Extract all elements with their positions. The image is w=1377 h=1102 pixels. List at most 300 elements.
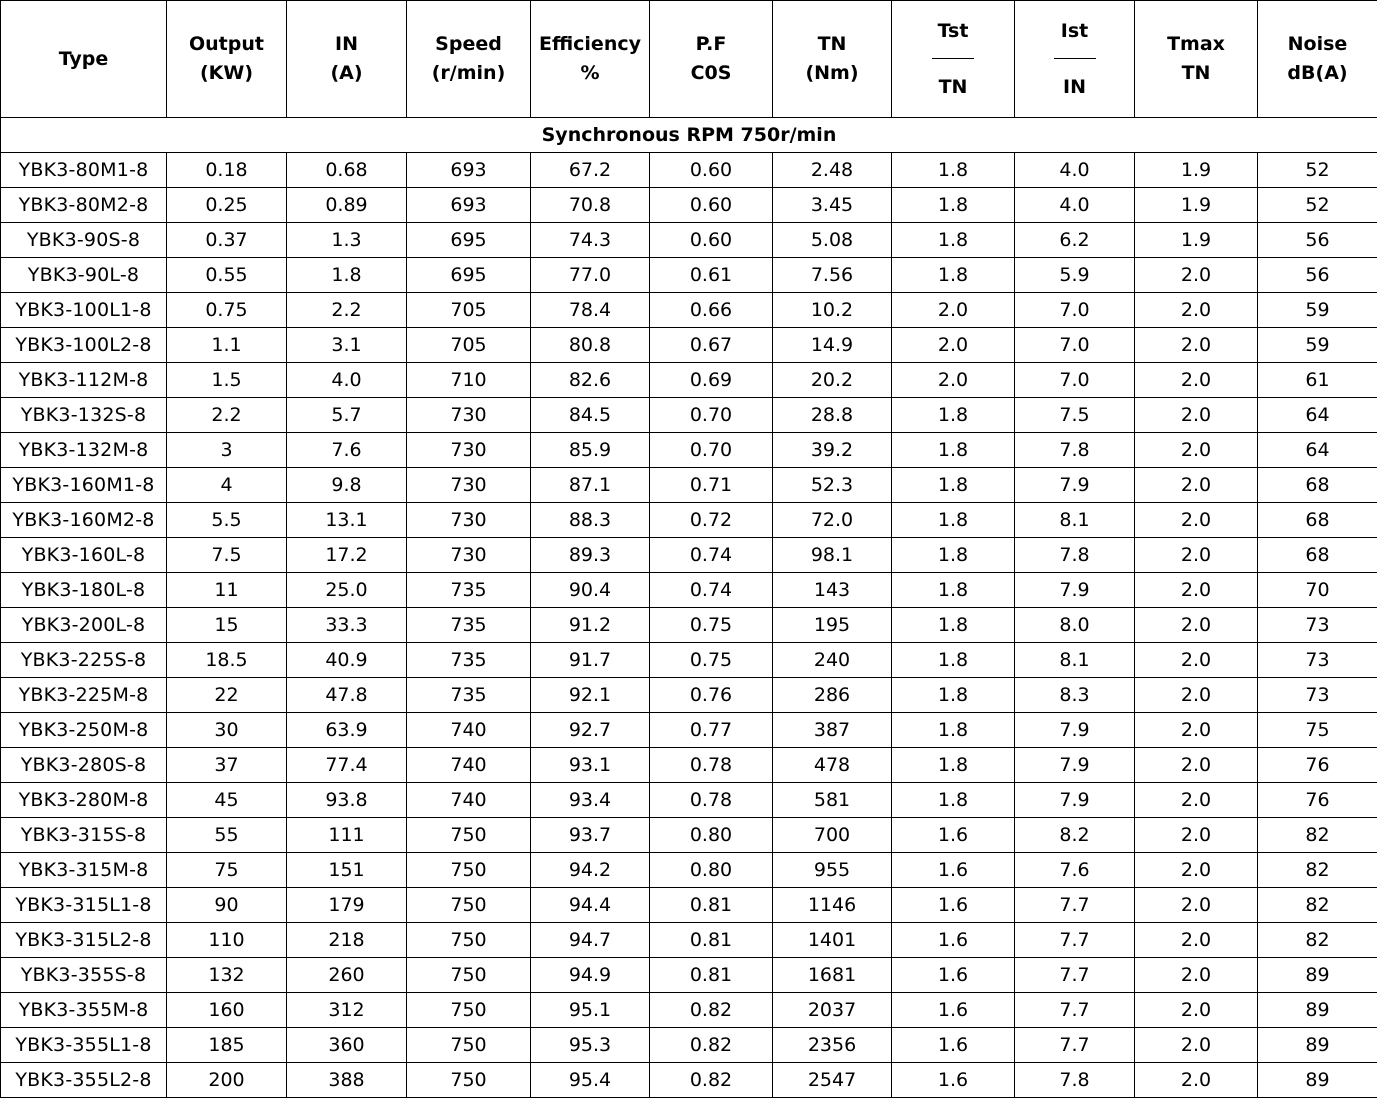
cell-type: YBK3-160L-8 <box>1 538 167 573</box>
cell-efficiency: 70.8 <box>531 188 650 223</box>
cell-noise: 64 <box>1258 433 1377 468</box>
cell-noise: 52 <box>1258 188 1377 223</box>
cell-tst-tn: 1.8 <box>892 468 1015 503</box>
cell-tn: 5.08 <box>773 223 892 258</box>
cell-tst-tn: 1.8 <box>892 783 1015 818</box>
cell-efficiency: 67.2 <box>531 153 650 188</box>
cell-tst-tn: 1.8 <box>892 153 1015 188</box>
cell-in: 9.8 <box>287 468 407 503</box>
cell-tst-tn: 1.8 <box>892 223 1015 258</box>
cell-efficiency: 84.5 <box>531 398 650 433</box>
cell-pf: 0.81 <box>650 923 773 958</box>
cell-speed: 750 <box>407 853 531 888</box>
cell-ist-in: 8.2 <box>1015 818 1135 853</box>
cell-speed: 710 <box>407 363 531 398</box>
fraction-bar <box>932 58 974 59</box>
cell-noise: 73 <box>1258 608 1377 643</box>
cell-tmax-tn: 1.9 <box>1135 153 1258 188</box>
cell-tmax-tn: 2.0 <box>1135 503 1258 538</box>
cell-ist-in: 7.9 <box>1015 783 1135 818</box>
cell-pf: 0.75 <box>650 643 773 678</box>
cell-tmax-tn: 2.0 <box>1135 678 1258 713</box>
cell-in: 13.1 <box>287 503 407 538</box>
table-row <box>1 783 1377 818</box>
cell-efficiency: 93.1 <box>531 748 650 783</box>
cell-noise: 59 <box>1258 328 1377 363</box>
cell-efficiency: 85.9 <box>531 433 650 468</box>
cell-tn: 700 <box>773 818 892 853</box>
cell-tst-tn: 1.6 <box>892 958 1015 993</box>
cell-type: YBK3-280M-8 <box>1 783 167 818</box>
cell-noise: 82 <box>1258 888 1377 923</box>
cell-tmax-tn: 2.0 <box>1135 363 1258 398</box>
cell-efficiency: 92.7 <box>531 713 650 748</box>
header-efficiency <box>531 1 650 118</box>
cell-tn: 52.3 <box>773 468 892 503</box>
cell-tmax-tn: 2.0 <box>1135 643 1258 678</box>
cell-pf: 0.78 <box>650 783 773 818</box>
cell-type: YBK3-200L-8 <box>1 608 167 643</box>
cell-output: 3 <box>167 433 287 468</box>
cell-tn: 98.1 <box>773 538 892 573</box>
cell-in: 47.8 <box>287 678 407 713</box>
cell-tmax-tn: 2.0 <box>1135 608 1258 643</box>
cell-in: 1.3 <box>287 223 407 258</box>
cell-speed: 735 <box>407 573 531 608</box>
cell-tn: 955 <box>773 853 892 888</box>
cell-pf: 0.74 <box>650 573 773 608</box>
cell-pf: 0.82 <box>650 1028 773 1063</box>
cell-pf: 0.60 <box>650 223 773 258</box>
cell-ist-in: 7.5 <box>1015 398 1135 433</box>
cell-tst-tn: 1.6 <box>892 993 1015 1028</box>
cell-type: YBK3-250M-8 <box>1 713 167 748</box>
cell-speed: 750 <box>407 1063 531 1098</box>
cell-output: 110 <box>167 923 287 958</box>
cell-tmax-tn: 1.9 <box>1135 188 1258 223</box>
table-row <box>1 223 1377 258</box>
cell-ist-in: 7.9 <box>1015 748 1135 783</box>
cell-type: YBK3-355M-8 <box>1 993 167 1028</box>
cell-in: 63.9 <box>287 713 407 748</box>
cell-noise: 68 <box>1258 468 1377 503</box>
header-speed <box>407 1 531 118</box>
header-efficiency-label: Efficiency <box>538 33 641 55</box>
table-row <box>1 888 1377 923</box>
cell-tst-tn: 1.8 <box>892 748 1015 783</box>
header-pf <box>650 1 773 118</box>
cell-tmax-tn: 2.0 <box>1135 468 1258 503</box>
cell-pf: 0.81 <box>650 888 773 923</box>
header-output-label: Output <box>189 33 264 55</box>
cell-efficiency: 94.4 <box>531 888 650 923</box>
cell-speed: 750 <box>407 993 531 1028</box>
header-tst-numerator: Tst <box>937 19 969 42</box>
cell-tmax-tn: 2.0 <box>1135 1063 1258 1098</box>
cell-in: 0.89 <box>287 188 407 223</box>
cell-pf: 0.76 <box>650 678 773 713</box>
cell-tmax-tn: 2.0 <box>1135 713 1258 748</box>
cell-tmax-tn: 2.0 <box>1135 258 1258 293</box>
header-tst-denominator: TN <box>938 75 968 98</box>
cell-in: 1.8 <box>287 258 407 293</box>
cell-tn: 2037 <box>773 993 892 1028</box>
cell-pf: 0.81 <box>650 958 773 993</box>
cell-speed: 735 <box>407 643 531 678</box>
table-row <box>1 258 1377 293</box>
cell-output: 90 <box>167 888 287 923</box>
cell-speed: 750 <box>407 923 531 958</box>
cell-speed: 730 <box>407 398 531 433</box>
cell-tn: 1401 <box>773 923 892 958</box>
cell-type: YBK3-315M-8 <box>1 853 167 888</box>
cell-in: 0.68 <box>287 153 407 188</box>
cell-noise: 59 <box>1258 293 1377 328</box>
cell-noise: 56 <box>1258 223 1377 258</box>
cell-efficiency: 88.3 <box>531 503 650 538</box>
cell-tn: 143 <box>773 573 892 608</box>
cell-tmax-tn: 2.0 <box>1135 923 1258 958</box>
cell-noise: 76 <box>1258 748 1377 783</box>
header-tst-tn <box>892 1 1015 118</box>
header-tmax-denominator: TN <box>1181 62 1211 84</box>
cell-type: YBK3-315L2-8 <box>1 923 167 958</box>
table-row <box>1 608 1377 643</box>
header-in <box>287 1 407 118</box>
cell-tst-tn: 1.8 <box>892 713 1015 748</box>
cell-pf: 0.82 <box>650 1063 773 1098</box>
cell-tst-tn: 1.8 <box>892 678 1015 713</box>
cell-ist-in: 6.2 <box>1015 223 1135 258</box>
cell-ist-in: 5.9 <box>1015 258 1135 293</box>
table-row <box>1 293 1377 328</box>
cell-ist-in: 8.1 <box>1015 503 1135 538</box>
cell-noise: 76 <box>1258 783 1377 818</box>
cell-tmax-tn: 2.0 <box>1135 783 1258 818</box>
cell-efficiency: 94.2 <box>531 853 650 888</box>
cell-output: 185 <box>167 1028 287 1063</box>
cell-tst-tn: 1.6 <box>892 923 1015 958</box>
cell-in: 2.2 <box>287 293 407 328</box>
cell-output: 2.2 <box>167 398 287 433</box>
header-tn-unit: (Nm) <box>805 62 859 84</box>
cell-pf: 0.80 <box>650 853 773 888</box>
table-row <box>1 958 1377 993</box>
cell-ist-in: 7.7 <box>1015 993 1135 1028</box>
cell-speed: 705 <box>407 328 531 363</box>
cell-in: 218 <box>287 923 407 958</box>
cell-speed: 693 <box>407 188 531 223</box>
cell-ist-in: 7.8 <box>1015 433 1135 468</box>
cell-tn: 478 <box>773 748 892 783</box>
cell-tmax-tn: 2.0 <box>1135 748 1258 783</box>
cell-tn: 7.56 <box>773 258 892 293</box>
cell-efficiency: 95.1 <box>531 993 650 1028</box>
cell-tmax-tn: 2.0 <box>1135 888 1258 923</box>
cell-noise: 61 <box>1258 363 1377 398</box>
cell-in: 5.7 <box>287 398 407 433</box>
cell-tn: 20.2 <box>773 363 892 398</box>
cell-tn: 72.0 <box>773 503 892 538</box>
cell-type: YBK3-80M1-8 <box>1 153 167 188</box>
cell-efficiency: 92.1 <box>531 678 650 713</box>
cell-in: 260 <box>287 958 407 993</box>
cell-type: YBK3-355L2-8 <box>1 1063 167 1098</box>
cell-tst-tn: 2.0 <box>892 293 1015 328</box>
cell-type: YBK3-132S-8 <box>1 398 167 433</box>
cell-ist-in: 7.7 <box>1015 923 1135 958</box>
cell-in: 17.2 <box>287 538 407 573</box>
cell-tmax-tn: 2.0 <box>1135 328 1258 363</box>
cell-tmax-tn: 2.0 <box>1135 573 1258 608</box>
cell-speed: 695 <box>407 258 531 293</box>
cell-type: YBK3-90S-8 <box>1 223 167 258</box>
cell-type: YBK3-355L1-8 <box>1 1028 167 1063</box>
cell-type: YBK3-280S-8 <box>1 748 167 783</box>
table-row <box>1 1063 1377 1098</box>
cell-tst-tn: 2.0 <box>892 363 1015 398</box>
table-row <box>1 398 1377 433</box>
cell-pf: 0.75 <box>650 608 773 643</box>
cell-tn: 2356 <box>773 1028 892 1063</box>
cell-tn: 1146 <box>773 888 892 923</box>
cell-tn: 195 <box>773 608 892 643</box>
cell-in: 312 <box>287 993 407 1028</box>
cell-output: 160 <box>167 993 287 1028</box>
section-title: Synchronous RPM 750r/min <box>1 118 1377 153</box>
cell-efficiency: 95.3 <box>531 1028 650 1063</box>
cell-ist-in: 7.9 <box>1015 468 1135 503</box>
cell-efficiency: 74.3 <box>531 223 650 258</box>
cell-efficiency: 93.4 <box>531 783 650 818</box>
cell-noise: 89 <box>1258 1063 1377 1098</box>
cell-speed: 750 <box>407 958 531 993</box>
cell-ist-in: 7.0 <box>1015 293 1135 328</box>
cell-efficiency: 94.9 <box>531 958 650 993</box>
cell-efficiency: 95.4 <box>531 1063 650 1098</box>
cell-efficiency: 77.0 <box>531 258 650 293</box>
cell-tst-tn: 1.8 <box>892 573 1015 608</box>
cell-tmax-tn: 2.0 <box>1135 818 1258 853</box>
table-row <box>1 923 1377 958</box>
cell-output: 0.25 <box>167 188 287 223</box>
cell-speed: 730 <box>407 468 531 503</box>
cell-type: YBK3-225M-8 <box>1 678 167 713</box>
cell-pf: 0.66 <box>650 293 773 328</box>
cell-noise: 89 <box>1258 958 1377 993</box>
cell-type: YBK3-160M1-8 <box>1 468 167 503</box>
cell-type: YBK3-100L1-8 <box>1 293 167 328</box>
cell-type: YBK3-355S-8 <box>1 958 167 993</box>
cell-tst-tn: 1.6 <box>892 888 1015 923</box>
cell-noise: 68 <box>1258 503 1377 538</box>
cell-tn: 581 <box>773 783 892 818</box>
cell-tst-tn: 1.8 <box>892 643 1015 678</box>
section-row <box>1 118 1377 153</box>
cell-output: 0.75 <box>167 293 287 328</box>
cell-tst-tn: 1.8 <box>892 608 1015 643</box>
cell-noise: 89 <box>1258 1028 1377 1063</box>
header-in-label: IN <box>335 33 358 55</box>
table-row <box>1 328 1377 363</box>
cell-tst-tn: 1.8 <box>892 433 1015 468</box>
cell-in: 151 <box>287 853 407 888</box>
header-noise <box>1258 1 1377 118</box>
cell-in: 388 <box>287 1063 407 1098</box>
cell-noise: 75 <box>1258 713 1377 748</box>
cell-in: 93.8 <box>287 783 407 818</box>
header-tn <box>773 1 892 118</box>
cell-tst-tn: 1.8 <box>892 188 1015 223</box>
cell-in: 111 <box>287 818 407 853</box>
table-body <box>1 118 1377 1098</box>
cell-tn: 28.8 <box>773 398 892 433</box>
cell-ist-in: 7.7 <box>1015 958 1135 993</box>
header-output-unit: (KW) <box>199 62 254 84</box>
cell-efficiency: 78.4 <box>531 293 650 328</box>
cell-tn: 10.2 <box>773 293 892 328</box>
cell-speed: 730 <box>407 538 531 573</box>
cell-output: 0.18 <box>167 153 287 188</box>
cell-ist-in: 7.9 <box>1015 573 1135 608</box>
cell-speed: 735 <box>407 608 531 643</box>
header-in-unit: (A) <box>330 62 363 84</box>
cell-tst-tn: 1.6 <box>892 1028 1015 1063</box>
table-row <box>1 853 1377 888</box>
cell-type: YBK3-315S-8 <box>1 818 167 853</box>
cell-tst-tn: 1.6 <box>892 818 1015 853</box>
cell-in: 360 <box>287 1028 407 1063</box>
header-type: Type <box>1 1 167 118</box>
cell-tn: 2547 <box>773 1063 892 1098</box>
table-row <box>1 1028 1377 1063</box>
cell-efficiency: 82.6 <box>531 363 650 398</box>
fraction-bar <box>1054 58 1096 59</box>
cell-efficiency: 94.7 <box>531 923 650 958</box>
table-row <box>1 643 1377 678</box>
table-row <box>1 188 1377 223</box>
cell-noise: 82 <box>1258 853 1377 888</box>
cell-output: 132 <box>167 958 287 993</box>
cell-ist-in: 7.7 <box>1015 1028 1135 1063</box>
cell-tn: 2.48 <box>773 153 892 188</box>
header-tmax-tn <box>1135 1 1258 118</box>
cell-noise: 89 <box>1258 993 1377 1028</box>
cell-output: 0.37 <box>167 223 287 258</box>
table-row <box>1 993 1377 1028</box>
cell-pf: 0.70 <box>650 398 773 433</box>
table-row <box>1 573 1377 608</box>
cell-in: 77.4 <box>287 748 407 783</box>
cell-output: 75 <box>167 853 287 888</box>
header-ist-denominator: IN <box>1063 75 1086 98</box>
table-row <box>1 468 1377 503</box>
cell-tst-tn: 1.8 <box>892 503 1015 538</box>
cell-tmax-tn: 2.0 <box>1135 1028 1258 1063</box>
cell-output: 4 <box>167 468 287 503</box>
cell-pf: 0.74 <box>650 538 773 573</box>
cell-pf: 0.71 <box>650 468 773 503</box>
cell-tn: 14.9 <box>773 328 892 363</box>
cell-tn: 387 <box>773 713 892 748</box>
cell-ist-in: 8.1 <box>1015 643 1135 678</box>
cell-in: 40.9 <box>287 643 407 678</box>
cell-speed: 740 <box>407 713 531 748</box>
cell-in: 7.6 <box>287 433 407 468</box>
cell-pf: 0.78 <box>650 748 773 783</box>
table-row <box>1 748 1377 783</box>
table-row <box>1 538 1377 573</box>
cell-tn: 1681 <box>773 958 892 993</box>
cell-tst-tn: 1.8 <box>892 398 1015 433</box>
cell-tmax-tn: 2.0 <box>1135 398 1258 433</box>
header-tmax-label: Tmax <box>1167 33 1225 55</box>
cell-tmax-tn: 1.9 <box>1135 223 1258 258</box>
table-row <box>1 678 1377 713</box>
cell-ist-in: 7.8 <box>1015 1063 1135 1098</box>
cell-efficiency: 90.4 <box>531 573 650 608</box>
cell-pf: 0.70 <box>650 433 773 468</box>
cell-noise: 52 <box>1258 153 1377 188</box>
cell-tn: 3.45 <box>773 188 892 223</box>
table-row <box>1 503 1377 538</box>
table-row <box>1 818 1377 853</box>
header-ist-numerator: Ist <box>1060 19 1089 42</box>
cell-noise: 70 <box>1258 573 1377 608</box>
cell-type: YBK3-90L-8 <box>1 258 167 293</box>
cell-efficiency: 91.2 <box>531 608 650 643</box>
cell-noise: 82 <box>1258 923 1377 958</box>
cell-output: 1.1 <box>167 328 287 363</box>
cell-ist-in: 8.0 <box>1015 608 1135 643</box>
cell-pf: 0.67 <box>650 328 773 363</box>
cell-type: YBK3-180L-8 <box>1 573 167 608</box>
cell-in: 179 <box>287 888 407 923</box>
cell-pf: 0.80 <box>650 818 773 853</box>
cell-tn: 39.2 <box>773 433 892 468</box>
cell-pf: 0.69 <box>650 363 773 398</box>
cell-output: 0.55 <box>167 258 287 293</box>
cell-output: 1.5 <box>167 363 287 398</box>
table-row <box>1 713 1377 748</box>
cell-type: YBK3-112M-8 <box>1 363 167 398</box>
cell-type: YBK3-100L2-8 <box>1 328 167 363</box>
cell-tst-tn: 2.0 <box>892 328 1015 363</box>
cell-pf: 0.82 <box>650 993 773 1028</box>
header-pf-label: P.F <box>695 33 727 55</box>
cell-ist-in: 7.6 <box>1015 853 1135 888</box>
cell-tmax-tn: 2.0 <box>1135 993 1258 1028</box>
cell-noise: 64 <box>1258 398 1377 433</box>
cell-speed: 705 <box>407 293 531 328</box>
cell-output: 15 <box>167 608 287 643</box>
cell-efficiency: 91.7 <box>531 643 650 678</box>
cell-tst-tn: 1.6 <box>892 853 1015 888</box>
cell-tst-tn: 1.8 <box>892 538 1015 573</box>
cell-tmax-tn: 2.0 <box>1135 433 1258 468</box>
cell-speed: 695 <box>407 223 531 258</box>
cell-speed: 750 <box>407 888 531 923</box>
cell-noise: 68 <box>1258 538 1377 573</box>
cell-pf: 0.60 <box>650 153 773 188</box>
cell-output: 45 <box>167 783 287 818</box>
cell-speed: 730 <box>407 503 531 538</box>
cell-output: 22 <box>167 678 287 713</box>
cell-tst-tn: 1.8 <box>892 258 1015 293</box>
header-pf-unit: C0S <box>690 62 732 84</box>
cell-efficiency: 93.7 <box>531 818 650 853</box>
table-row <box>1 363 1377 398</box>
